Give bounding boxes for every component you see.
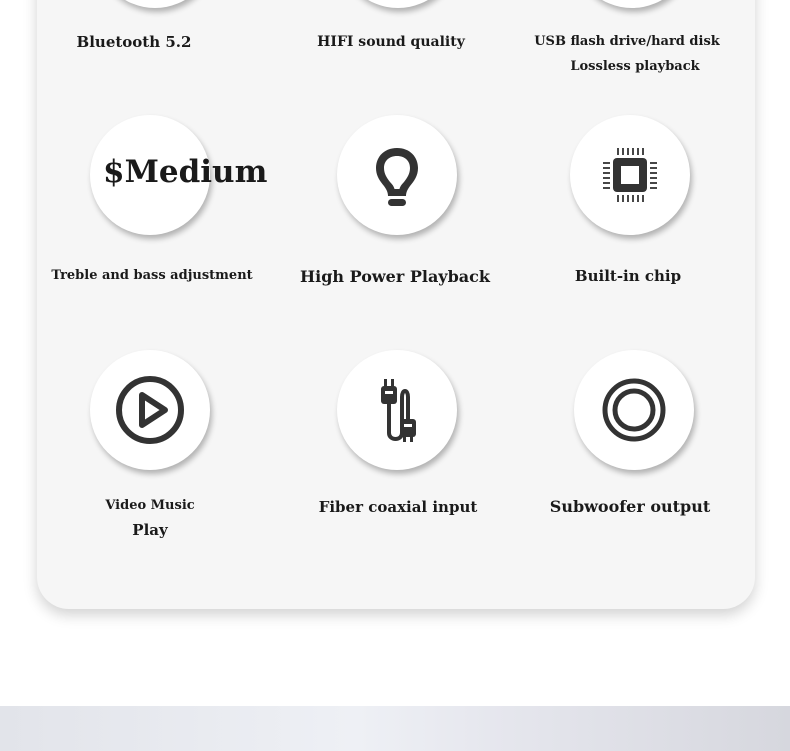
- fiber-circle: [337, 350, 457, 470]
- treble-label: Treble and bass adjustment: [51, 268, 253, 283]
- ring-icon: [599, 375, 669, 445]
- usb-label-line2: Lossless playback: [570, 59, 700, 74]
- video-label-line1: Video Music: [105, 498, 195, 513]
- chip-circle: [570, 115, 690, 235]
- chip-icon: [599, 144, 661, 206]
- cable-icon: [372, 377, 422, 443]
- high-power-circle: [337, 115, 457, 235]
- next-section-banner: [0, 706, 790, 751]
- usb-label-line1: USB flash drive/hard disk: [534, 34, 720, 49]
- high-power-label: High Power Playback: [300, 267, 490, 286]
- medium-text: $Medium: [103, 154, 268, 190]
- video-circle: [90, 350, 210, 470]
- hifi-label: HIFI sound quality: [317, 34, 465, 50]
- fiber-label: Fiber coaxial input: [318, 498, 478, 516]
- subwoofer-label: Subwoofer output: [549, 497, 711, 516]
- bluetooth-label: Bluetooth 5.2: [76, 33, 192, 51]
- video-label-line2: Play: [132, 521, 168, 539]
- chip-label: Built-in chip: [574, 267, 682, 285]
- lightbulb-icon: [370, 142, 424, 208]
- subwoofer-circle: [574, 350, 694, 470]
- play-icon: [114, 374, 186, 446]
- features-card: [37, 0, 755, 609]
